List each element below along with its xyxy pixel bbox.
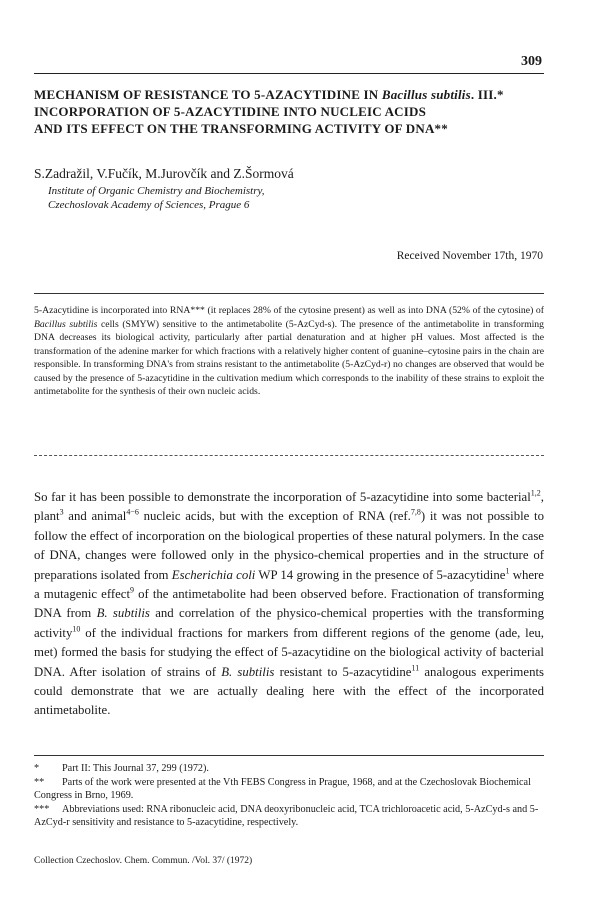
footnotes [34,762,544,830]
body-seg: ) it was not possible to follow the effect of incorporation on the biological properties of these natural polymers. In the case of DNA, changes were followed only in the physico-chemical properties and in the structure of preparations isolated from [34,509,545,582]
abstract-rule-bottom [34,455,544,456]
reference-superscript: 9 [130,585,135,595]
reference-superscript: 10 [72,624,81,634]
reference-superscript: 1 [505,566,510,576]
reference-superscript: 7,8 [410,508,421,518]
abstract-part-2: cells (SMYW) sensitive to the antimetabolite (5-AzCyd-s). The presence of the antimetabolite in transforming DNA decreases its biological activity, particularly after partial denaturation and at higher pH values. Most affected is the transformation of the adenine marker for which fractions with a relatively higher content of guanine–cytosine pairs in the chain are responsible. In transforming DNA's from strains resistant to the antimetabolite (5-AzCyd-r) no changes are observed that would be caused by the presence of 5-azacytidine in the cultivation medium which corresponds to the inability of these strains to exploit the antimetabolite for the synthesis of their own nucleic acids. [34,318,544,397]
article-title [34,86,554,137]
footnote-1 [34,762,544,776]
body-italic: Escherichia coli [171,567,256,582]
body-seg: of the antimetabolite had been observed before. Fractionation of transforming DNA from [34,587,544,621]
body-seg: and animal [63,509,127,524]
authors: S.Zadražil, V.Fučík, M.Jurovčík and Z.Šormová [34,166,294,181]
title-line-1-tail: . III.* [470,87,504,102]
title-line-3: AND ITS EFFECT ON THE TRANSFORMING ACTIVITY OF DNA** [34,121,448,136]
title-line-1-species: Bacillus subtilis [381,87,471,102]
body-text [34,488,544,721]
title-line-1 [34,86,554,103]
title-line-2: INCORPORATION OF 5-AZACYTIDINE INTO NUCLEIC ACIDS [34,104,427,119]
footnote-3 [34,803,544,830]
reference-superscript: 4−6 [126,508,139,518]
institution-line-1: Institute of Organic Chemistry and Biochemistry, [48,185,265,197]
body-seg: WP 14 growing in the presence of 5-azacytidine [255,567,506,582]
reference-superscript: 11 [411,663,420,673]
abstract-part-1: 5-Azacytidine is incorporated into RNA*** (it replaces 28% of the cytosine present) as well as into DNA (52% of the cytosine) of [34,305,544,316]
body-seg: analogous experiments could demonstrate that we are actually dealing here with the effect of the incorporated antimetabolite. [34,664,544,718]
footnote-rule [34,755,544,756]
header-rule [34,73,544,74]
abstract-rule-top [34,293,544,294]
institution [48,184,265,212]
body-seg: of the individual fractions for markers from different regions of the genome (ade, leu, met) formed the basis for studying the effect of 5-azacytidine on the biological activity of bacterial DNA. After isolation of strains of [34,625,544,679]
abstract [34,304,544,399]
reference-superscript: 3 [59,508,64,518]
footnote-mark: *** [34,803,50,815]
footnote-mark: * [34,763,40,774]
footnote-text: Parts of the work were presented at the Vth FEBS Congress in Prague, 1968, and at the Czechoslovak Biochemical Congress in Brno, 1969. [34,776,531,802]
body-seg: nucleic acids, but with the exception of RNA (ref. [138,509,411,524]
footnote-mark: ** [34,776,45,788]
title-line-1-main: MECHANISM OF RESISTANCE TO 5-AZACYTIDINE IN [34,87,382,102]
body-seg: where a mutagenic effect [34,567,544,602]
body-seg: So far it has been possible to demonstrate the incorporation of 5-azacytidine into some bacterial [34,490,531,504]
body-seg: , plant [34,490,544,524]
body-seg: and correlation of the physico-chemical properties with the transforming activity [34,606,544,640]
body-italic: B. subtilis [96,606,150,621]
received-date: Received November 17th, 1970 [396,250,543,262]
reference-superscript: 1,2 [530,488,541,498]
footnote-text: Abbreviations used: RNA ribonucleic acid, DNA deoxyribonucleic acid, TCA trichloroacetic acid, 5-AzCyd-s and 5-AzCyd-r sensitivity and resistance to 5-azacytidine, respectively. [34,803,539,829]
abstract-species: Bacillus subtilis [34,318,98,330]
institution-line-2: Czechoslovak Academy of Sciences, Prague 6 [48,199,250,211]
page-number: 309 [521,54,542,69]
footnote-2 [34,776,544,803]
footnote-text: Part II: This Journal 37, 299 (1972). [62,763,209,774]
journal-citation: Collection Czechoslov. Chem. Commun. /Vol. 37/ (1972) [34,856,253,866]
body-italic: B. subtilis [221,664,275,679]
body-seg: resistant to 5-azacytidine [274,664,412,679]
